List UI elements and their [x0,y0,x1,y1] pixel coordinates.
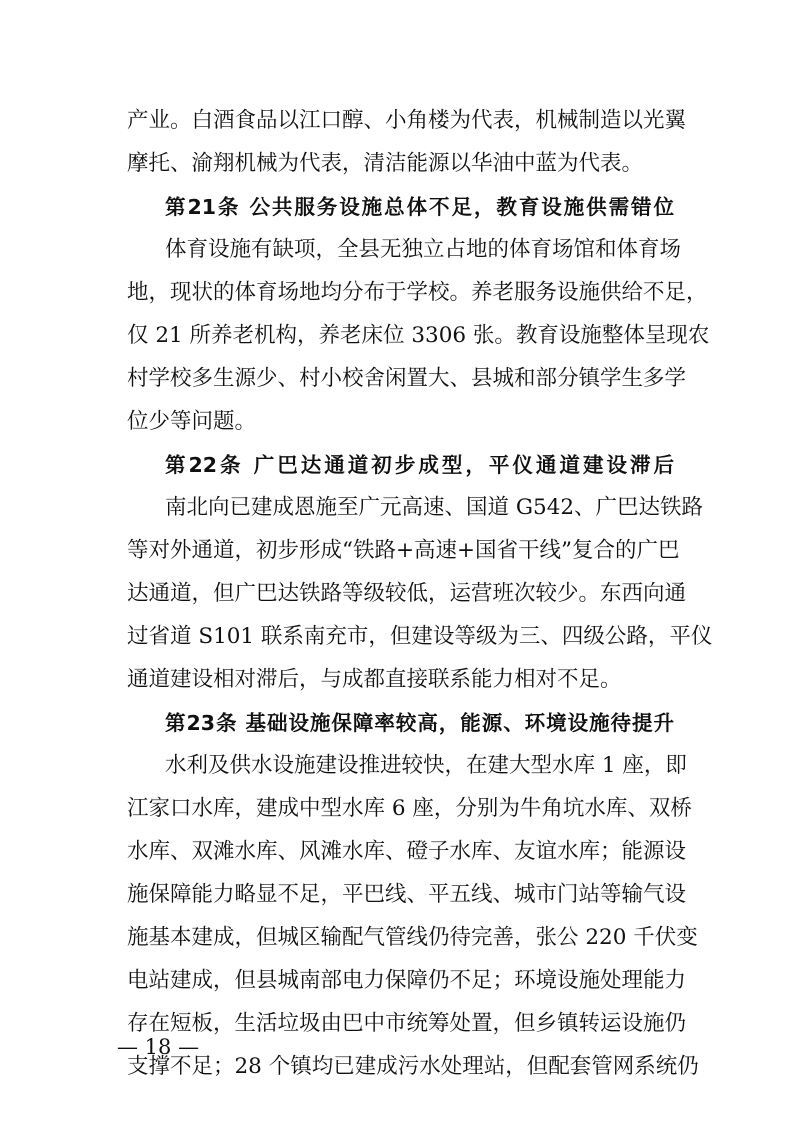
body-text-line: 水利及供水设施建设推进较快，在建大型水库 1 座，即 [165,753,687,778]
body-text-line: 南北向已建成恩施至广元高速、国道 G542、广巴达铁路 [165,495,704,520]
body-text-line: 过省道 S101 联系南充市，但建设等级为三、四级公路，平仪 [127,624,713,649]
body-text-line: 支撑不足；28 个镇均已建成污水处理站，但配套管网系统仍 [127,1054,699,1079]
article-22-heading: 第22条 广巴达通道初步成型，平仪通道建设滞后 [165,453,674,477]
body-text-line: 达通道，但广巴达铁路等级较低，运营班次较少。东西向通 [127,581,687,606]
body-text-line: 产业。白酒食品以江口醇、小角楼为代表，机械制造以光翼 [127,108,687,133]
body-text-line: 仅 21 所养老机构，养老床位 3306 张。教育设施整体呈现农 [127,323,710,348]
body-text-line: 水库、双滩水库、风滩水库、磴子水库、友谊水库；能源设 [127,839,687,864]
body-text-line: 体育设施有缺项，全县无独立占地的体育场馆和体育场 [165,237,682,262]
body-text-line: 电站建成，但县城南部电力保障仍不足；环境设施处理能力 [127,968,687,993]
body-text-line: 摩托、渝翔机械为代表，清洁能源以华油中蓝为代表。 [127,151,644,176]
body-text-line: 施基本建成，但城区输配气管线仍待完善，张公 220 千伏变 [127,925,698,950]
body-text-line: 通道建设相对滞后，与成都直接联系能力相对不足。 [127,667,622,692]
body-text-line: 地，现状的体育场地均分布于学校。养老服务设施供给不足， [127,280,708,305]
body-text-line: 村学校多生源少、村小校舍闲置大、县城和部分镇学生多学 [127,366,687,391]
page-number: — 18 — [117,1035,200,1059]
body-text-line: 施保障能力略显不足，平巴线、平五线、城市门站等输气设 [127,882,687,907]
article-21-heading: 第21条 公共服务设施总体不足，教育设施供需错位 [165,195,674,219]
body-text-line: 位少等问题。 [127,409,257,434]
body-text-line: 江家口水库，建成中型水库 6 座，分别为牛角坑水库、双桥 [127,796,692,821]
body-text-line: 等对外通道，初步形成“铁路+高速+国省干线”复合的广巴 [127,538,680,563]
body-text-line: 存在短板，生活垃圾由巴中市统筹处置，但乡镇转运设施仍 [127,1011,687,1036]
article-23-heading: 第23条 基础设施保障率较高，能源、环境设施待提升 [165,711,674,735]
